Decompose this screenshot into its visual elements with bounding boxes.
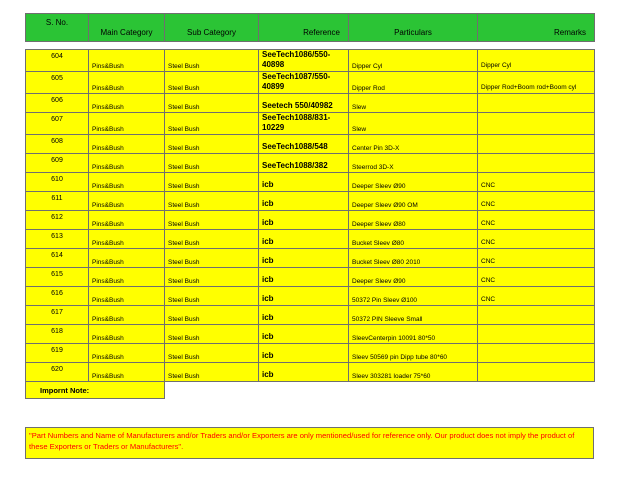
row-sub-category: Steel Bush: [165, 363, 259, 382]
table-row: [26, 154, 595, 173]
table-row: [26, 363, 595, 382]
row-reference: icb: [259, 344, 349, 363]
row-particulars: Steerrod 3D-X: [349, 154, 478, 173]
row-main-category: Pins&Bush: [89, 268, 165, 287]
row-main-category: Pins&Bush: [89, 306, 165, 325]
row-reference: SeeTech1086/550-40898: [259, 50, 349, 72]
parts-table: [25, 13, 595, 399]
header-gap: [26, 42, 595, 50]
row-remarks: CNC: [478, 230, 595, 249]
table-row: [26, 344, 595, 363]
row-sno: 612: [26, 211, 89, 230]
table-row: [26, 135, 595, 154]
row-sub-category: Steel Bush: [165, 192, 259, 211]
row-particulars: Deeper Sleev Ø90: [349, 268, 478, 287]
row-remarks: CNC: [478, 192, 595, 211]
row-sub-category: Steel Bush: [165, 249, 259, 268]
note-row: [26, 382, 595, 399]
row-sub-category: Steel Bush: [165, 173, 259, 192]
row-reference: Seetech 550/40982: [259, 94, 349, 113]
row-sub-category: Steel Bush: [165, 154, 259, 173]
row-sno: 615: [26, 268, 89, 287]
row-reference: SeeTech1088/548: [259, 135, 349, 154]
header-sub-category: Sub Category: [165, 14, 259, 42]
row-remarks: [478, 154, 595, 173]
row-reference: icb: [259, 173, 349, 192]
row-remarks: CNC: [478, 268, 595, 287]
header-remarks: Remarks: [478, 14, 595, 42]
row-main-category: Pins&Bush: [89, 344, 165, 363]
row-particulars: 50372 Pin Sleev Ø100: [349, 287, 478, 306]
row-reference: SeeTech1088/382: [259, 154, 349, 173]
table-body: [26, 50, 595, 382]
row-sno: 618: [26, 325, 89, 344]
row-particulars: Sleev 50569 pin Dipp tube 80*60: [349, 344, 478, 363]
row-sno: 605: [26, 72, 89, 94]
row-sub-category: Steel Bush: [165, 268, 259, 287]
row-particulars: Sleev 303281 loader 75*60: [349, 363, 478, 382]
row-main-category: Pins&Bush: [89, 325, 165, 344]
row-sno: 613: [26, 230, 89, 249]
row-sno: 607: [26, 113, 89, 135]
row-main-category: Pins&Bush: [89, 287, 165, 306]
row-main-category: Pins&Bush: [89, 94, 165, 113]
row-reference: icb: [259, 363, 349, 382]
row-particulars: Dipper Cyl: [349, 50, 478, 72]
table-row: [26, 287, 595, 306]
row-main-category: Pins&Bush: [89, 230, 165, 249]
row-sub-category: Steel Bush: [165, 344, 259, 363]
row-main-category: Pins&Bush: [89, 154, 165, 173]
row-particulars: Deeper Sleev Ø90 OM: [349, 192, 478, 211]
row-particulars: Dipper Rod: [349, 72, 478, 94]
row-reference: icb: [259, 268, 349, 287]
row-remarks: CNC: [478, 211, 595, 230]
row-sno: 616: [26, 287, 89, 306]
table-row: [26, 113, 595, 135]
row-sub-category: Steel Bush: [165, 230, 259, 249]
row-sno: 614: [26, 249, 89, 268]
row-main-category: Pins&Bush: [89, 192, 165, 211]
row-reference: SeeTech1088/831-10229: [259, 113, 349, 135]
row-particulars: Bucket Sleev Ø80 2010: [349, 249, 478, 268]
row-particulars: Slew: [349, 113, 478, 135]
row-particulars: Center Pin 3D-X: [349, 135, 478, 154]
row-remarks: CNC: [478, 173, 595, 192]
parts-sheet: [25, 13, 594, 399]
row-main-category: Pins&Bush: [89, 249, 165, 268]
table-row: [26, 325, 595, 344]
row-sno: 619: [26, 344, 89, 363]
row-reference: icb: [259, 325, 349, 344]
table-row: [26, 50, 595, 72]
row-sno: 609: [26, 154, 89, 173]
row-remarks: [478, 344, 595, 363]
row-reference: SeeTech1087/550-40899: [259, 72, 349, 94]
row-remarks: [478, 94, 595, 113]
note-blank: [165, 382, 595, 399]
row-remarks: [478, 325, 595, 344]
table-row: [26, 173, 595, 192]
row-main-category: Pins&Bush: [89, 113, 165, 135]
row-sno: 604: [26, 50, 89, 72]
row-reference: icb: [259, 230, 349, 249]
table-row: [26, 94, 595, 113]
row-remarks: CNC: [478, 249, 595, 268]
row-sno: 620: [26, 363, 89, 382]
gap-cell: [26, 42, 595, 50]
row-reference: icb: [259, 287, 349, 306]
table-row: [26, 268, 595, 287]
row-sub-category: Steel Bush: [165, 306, 259, 325]
row-particulars: Deeper Sleev Ø80: [349, 211, 478, 230]
row-sno: 606: [26, 94, 89, 113]
row-particulars: Deeper Sleev Ø90: [349, 173, 478, 192]
header-main-category: Main Category: [89, 14, 165, 42]
row-sub-category: Steel Bush: [165, 287, 259, 306]
row-remarks: [478, 135, 595, 154]
row-sno: 608: [26, 135, 89, 154]
row-remarks: CNC: [478, 287, 595, 306]
table-row: [26, 211, 595, 230]
row-main-category: Pins&Bush: [89, 211, 165, 230]
table-row: [26, 306, 595, 325]
table-row: [26, 192, 595, 211]
row-sub-category: Steel Bush: [165, 211, 259, 230]
table-row: [26, 230, 595, 249]
row-sno: 617: [26, 306, 89, 325]
table-row: [26, 249, 595, 268]
header-row: [26, 14, 595, 42]
row-main-category: Pins&Bush: [89, 173, 165, 192]
row-sub-category: Steel Bush: [165, 94, 259, 113]
row-remarks: Dipper Rod+Boom rod+Boom cyl: [478, 72, 595, 94]
row-sub-category: Steel Bush: [165, 135, 259, 154]
row-remarks: [478, 363, 595, 382]
header-particulars: Particulars: [349, 14, 478, 42]
row-reference: icb: [259, 192, 349, 211]
row-particulars: Slew: [349, 94, 478, 113]
row-sub-category: Steel Bush: [165, 113, 259, 135]
row-remarks: [478, 306, 595, 325]
row-reference: icb: [259, 211, 349, 230]
table-row: [26, 72, 595, 94]
row-remarks: [478, 113, 595, 135]
row-remarks: Dipper Cyl: [478, 50, 595, 72]
row-sub-category: Steel Bush: [165, 50, 259, 72]
row-particulars: Bucket Sleev Ø80: [349, 230, 478, 249]
row-reference: icb: [259, 306, 349, 325]
row-main-category: Pins&Bush: [89, 363, 165, 382]
row-sub-category: Steel Bush: [165, 72, 259, 94]
row-sub-category: Steel Bush: [165, 325, 259, 344]
note-label: Impornt Note:: [26, 382, 165, 399]
row-main-category: Pins&Bush: [89, 50, 165, 72]
header-sno: S. No.: [26, 14, 89, 42]
row-main-category: Pins&Bush: [89, 135, 165, 154]
row-particulars: 50372 PIN Sleeve Small: [349, 306, 478, 325]
header-reference: Reference: [259, 14, 349, 42]
disclaimer-text: "Part Numbers and Name of Manufacturers and/or Traders and/or Exporters are only mentioned/used for reference only. Our product does not imply the product of these Exporters or Traders or Manufacturers".: [25, 427, 594, 459]
row-sno: 610: [26, 173, 89, 192]
row-reference: icb: [259, 249, 349, 268]
row-main-category: Pins&Bush: [89, 72, 165, 94]
row-particulars: SleevCenterpin 10091 80*50: [349, 325, 478, 344]
row-sno: 611: [26, 192, 89, 211]
